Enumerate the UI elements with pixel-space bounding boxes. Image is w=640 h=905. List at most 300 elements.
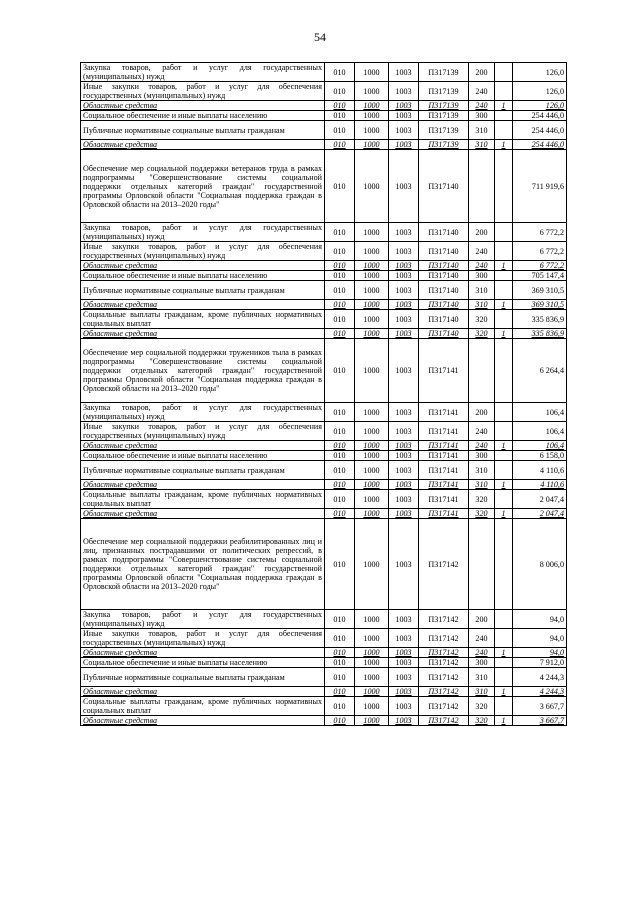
row-code-cell: 010 <box>325 150 355 223</box>
row-code-cell: 010 <box>325 658 355 668</box>
row-code-cell: 1000 <box>355 140 389 150</box>
row-code-cell: 010 <box>325 111 355 121</box>
row-code-cell: 1000 <box>355 716 389 726</box>
row-code-cell: П317140 <box>419 261 469 271</box>
row-name-cell: Областные средства <box>81 687 325 697</box>
row-code-cell: 010 <box>325 461 355 480</box>
row-code-cell: 1003 <box>389 223 419 242</box>
table-row <box>81 150 567 223</box>
row-name-cell: Областные средства <box>81 716 325 726</box>
row-code-cell <box>495 271 513 281</box>
table-row <box>81 329 567 339</box>
row-code-cell: 1003 <box>389 422 419 441</box>
row-code-cell: 310 <box>469 461 495 480</box>
row-code-cell: 1000 <box>355 339 389 403</box>
row-code-cell: П317142 <box>419 697 469 716</box>
row-amount-cell: 126,0 <box>513 63 567 82</box>
row-code-cell: 240 <box>469 648 495 658</box>
row-code-cell: П317140 <box>419 281 469 300</box>
row-code-cell: 1000 <box>355 271 389 281</box>
row-amount-cell: 126,0 <box>513 82 567 101</box>
row-code-cell: 010 <box>325 519 355 610</box>
row-name-cell: Закупка товаров, работ и услуг для государственных (муниципальных) нужд <box>81 610 325 629</box>
row-amount-cell: 6 772,2 <box>513 261 567 271</box>
row-name-cell: Социальные выплаты гражданам, кроме публичных нормативных социальных выплат <box>81 490 325 509</box>
row-name-cell: Социальное обеспечение и иные выплаты населению <box>81 451 325 461</box>
table-row <box>81 658 567 668</box>
row-code-cell: 1 <box>495 509 513 519</box>
row-code-cell: П317141 <box>419 451 469 461</box>
row-code-cell: П317142 <box>419 716 469 726</box>
row-code-cell <box>495 451 513 461</box>
table-row <box>81 610 567 629</box>
row-code-cell: П317142 <box>419 519 469 610</box>
row-amount-cell: 254 446,0 <box>513 121 567 140</box>
row-code-cell: П317139 <box>419 101 469 111</box>
row-code-cell: П317140 <box>419 300 469 310</box>
row-amount-cell: 94,0 <box>513 648 567 658</box>
row-code-cell: 1003 <box>389 490 419 509</box>
row-code-cell: 1000 <box>355 111 389 121</box>
row-code-cell: 1000 <box>355 310 389 329</box>
table-row <box>81 490 567 509</box>
row-code-cell: П317142 <box>419 648 469 658</box>
row-code-cell: П317141 <box>419 339 469 403</box>
row-code-cell: 1003 <box>389 629 419 648</box>
row-code-cell: 310 <box>469 687 495 697</box>
row-code-cell: 320 <box>469 310 495 329</box>
table-row <box>81 111 567 121</box>
table-row <box>81 140 567 150</box>
row-code-cell: 1003 <box>389 140 419 150</box>
row-name-cell: Социальное обеспечение и иные выплаты населению <box>81 658 325 668</box>
row-name-cell: Публичные нормативные социальные выплаты гражданам <box>81 121 325 140</box>
row-name-cell: Иные закупки товаров, работ и услуг для обеспечения государственных (муниципальных) нужд <box>81 422 325 441</box>
row-code-cell: 010 <box>325 451 355 461</box>
row-code-cell: 010 <box>325 339 355 403</box>
row-code-cell: П317140 <box>419 150 469 223</box>
table-row <box>81 339 567 403</box>
row-name-cell: Областные средства <box>81 509 325 519</box>
row-amount-cell: 335 836,9 <box>513 329 567 339</box>
row-code-cell: 010 <box>325 140 355 150</box>
row-code-cell: 1000 <box>355 281 389 300</box>
row-code-cell: П317139 <box>419 140 469 150</box>
row-code-cell: 010 <box>325 629 355 648</box>
row-amount-cell: 6 772,2 <box>513 242 567 261</box>
row-code-cell: П317142 <box>419 687 469 697</box>
row-code-cell: 1000 <box>355 480 389 490</box>
row-amount-cell: 705 147,4 <box>513 271 567 281</box>
row-name-cell: Областные средства <box>81 261 325 271</box>
row-code-cell: П317139 <box>419 82 469 101</box>
row-name-cell: Областные средства <box>81 480 325 490</box>
row-code-cell <box>495 610 513 629</box>
table-row <box>81 461 567 480</box>
row-code-cell: 1000 <box>355 697 389 716</box>
row-code-cell: 320 <box>469 509 495 519</box>
row-amount-cell: 335 836,9 <box>513 310 567 329</box>
row-code-cell: 1003 <box>389 310 419 329</box>
row-amount-cell: 2 047,4 <box>513 490 567 509</box>
row-amount-cell: 6 158,0 <box>513 451 567 461</box>
row-code-cell: 1000 <box>355 461 389 480</box>
row-code-cell: 1003 <box>389 281 419 300</box>
row-code-cell: П317140 <box>419 310 469 329</box>
table-row <box>81 668 567 687</box>
row-code-cell: 1 <box>495 329 513 339</box>
row-code-cell: 1000 <box>355 451 389 461</box>
row-code-cell: 300 <box>469 658 495 668</box>
row-code-cell: 1000 <box>355 261 389 271</box>
budget-table-body <box>81 63 567 726</box>
row-name-cell: Областные средства <box>81 101 325 111</box>
row-code-cell <box>495 63 513 82</box>
row-code-cell: 1003 <box>389 150 419 223</box>
row-code-cell: 1000 <box>355 223 389 242</box>
row-code-cell: 1000 <box>355 509 389 519</box>
row-code-cell <box>495 629 513 648</box>
row-name-cell: Публичные нормативные социальные выплаты гражданам <box>81 668 325 687</box>
row-code-cell: 1 <box>495 648 513 658</box>
row-code-cell: 1003 <box>389 101 419 111</box>
table-row <box>81 121 567 140</box>
row-code-cell: П317139 <box>419 111 469 121</box>
row-code-cell <box>495 519 513 610</box>
row-code-cell: 1003 <box>389 441 419 451</box>
row-code-cell <box>495 339 513 403</box>
row-code-cell: 1000 <box>355 687 389 697</box>
row-code-cell: 1003 <box>389 716 419 726</box>
row-code-cell: 1000 <box>355 629 389 648</box>
row-amount-cell: 254 446,0 <box>513 140 567 150</box>
row-code-cell <box>495 310 513 329</box>
row-name-cell: Закупка товаров, работ и услуг для государственных (муниципальных) нужд <box>81 63 325 82</box>
row-code-cell: 310 <box>469 480 495 490</box>
row-code-cell: 010 <box>325 310 355 329</box>
row-amount-cell: 3 667,7 <box>513 697 567 716</box>
row-code-cell: 1003 <box>389 82 419 101</box>
row-code-cell: 1 <box>495 101 513 111</box>
row-code-cell: 010 <box>325 281 355 300</box>
row-code-cell: 010 <box>325 242 355 261</box>
row-name-cell: Социальные выплаты гражданам, кроме публичных нормативных социальных выплат <box>81 697 325 716</box>
row-code-cell: 240 <box>469 441 495 451</box>
row-code-cell: 010 <box>325 687 355 697</box>
row-code-cell: 010 <box>325 82 355 101</box>
row-name-cell: Публичные нормативные социальные выплаты гражданам <box>81 281 325 300</box>
row-code-cell: 1000 <box>355 329 389 339</box>
row-code-cell <box>495 223 513 242</box>
row-code-cell: П317141 <box>419 403 469 422</box>
row-code-cell: 010 <box>325 648 355 658</box>
row-amount-cell: 369 310,5 <box>513 300 567 310</box>
table-row <box>81 223 567 242</box>
row-code-cell <box>495 697 513 716</box>
row-code-cell: П317142 <box>419 668 469 687</box>
row-code-cell: 010 <box>325 490 355 509</box>
row-code-cell: 310 <box>469 668 495 687</box>
table-row <box>81 403 567 422</box>
row-code-cell <box>469 519 495 610</box>
row-code-cell: 1003 <box>389 271 419 281</box>
row-amount-cell: 8 006,0 <box>513 519 567 610</box>
row-code-cell <box>495 281 513 300</box>
row-code-cell: 010 <box>325 223 355 242</box>
row-code-cell: 200 <box>469 223 495 242</box>
row-name-cell: Социальное обеспечение и иные выплаты населению <box>81 111 325 121</box>
row-code-cell: 010 <box>325 101 355 111</box>
row-code-cell: 200 <box>469 610 495 629</box>
row-name-cell: Социальные выплаты гражданам, кроме публичных нормативных социальных выплат <box>81 310 325 329</box>
table-row <box>81 422 567 441</box>
row-code-cell: 1003 <box>389 329 419 339</box>
row-code-cell: 200 <box>469 63 495 82</box>
row-code-cell: 200 <box>469 403 495 422</box>
row-name-cell: Иные закупки товаров, работ и услуг для обеспечения государственных (муниципальных) нужд <box>81 82 325 101</box>
row-code-cell: 1003 <box>389 519 419 610</box>
row-code-cell: 1 <box>495 480 513 490</box>
row-code-cell: 1000 <box>355 441 389 451</box>
row-name-cell: Обеспечение мер социальной поддержки ветеранов труда в рамках подпрограммы "Совершенствование системы социальной поддержки отдельных категорий граждан" государственной программы Орловской области "Социальная поддержка граждан в Орловской области на 2013–2020 годы" <box>81 150 325 223</box>
row-code-cell: 1003 <box>389 63 419 82</box>
row-name-cell: Социальное обеспечение и иные выплаты населению <box>81 271 325 281</box>
table-row <box>81 101 567 111</box>
row-name-cell: Областные средства <box>81 648 325 658</box>
table-row <box>81 451 567 461</box>
row-code-cell: 1 <box>495 441 513 451</box>
row-code-cell: 240 <box>469 101 495 111</box>
row-code-cell: 1003 <box>389 509 419 519</box>
row-code-cell <box>495 658 513 668</box>
row-code-cell: 300 <box>469 111 495 121</box>
row-code-cell: 1003 <box>389 451 419 461</box>
row-code-cell: 1 <box>495 261 513 271</box>
row-code-cell: 1000 <box>355 648 389 658</box>
row-code-cell: 1000 <box>355 422 389 441</box>
row-code-cell <box>495 111 513 121</box>
table-row <box>81 300 567 310</box>
table-row <box>81 648 567 658</box>
row-code-cell: 1003 <box>389 300 419 310</box>
row-code-cell: П317140 <box>419 271 469 281</box>
row-code-cell: 1003 <box>389 668 419 687</box>
table-row <box>81 480 567 490</box>
row-code-cell <box>495 422 513 441</box>
row-amount-cell: 94,0 <box>513 629 567 648</box>
page-number: 54 <box>314 30 326 44</box>
row-code-cell <box>469 150 495 223</box>
row-code-cell: 1000 <box>355 82 389 101</box>
table-row <box>81 441 567 451</box>
row-code-cell: 1 <box>495 300 513 310</box>
row-code-cell: 1000 <box>355 658 389 668</box>
row-code-cell: 1000 <box>355 610 389 629</box>
row-name-cell: Закупка товаров, работ и услуг для государственных (муниципальных) нужд <box>81 223 325 242</box>
row-code-cell: 300 <box>469 451 495 461</box>
row-code-cell: 240 <box>469 422 495 441</box>
row-amount-cell: 2 047,4 <box>513 509 567 519</box>
row-amount-cell: 4 110,6 <box>513 480 567 490</box>
row-code-cell: 1000 <box>355 403 389 422</box>
row-name-cell: Обеспечение мер социальной поддержки реабилитированных лиц и лиц, признанных пострадавшими от политических репрессий, в рамках подпрограммы "Совершенствование системы социальной поддержки отдельных категорий граждан" государственной программы Орловской области "Социальная поддержка граждан в Орловской области на 2013–2020 годы" <box>81 519 325 610</box>
row-code-cell: 1000 <box>355 101 389 111</box>
row-amount-cell: 7 912,0 <box>513 658 567 668</box>
row-amount-cell: 711 919,6 <box>513 150 567 223</box>
row-code-cell <box>469 339 495 403</box>
row-code-cell: 1003 <box>389 697 419 716</box>
row-name-cell: Иные закупки товаров, работ и услуг для обеспечения государственных (муниципальных) нужд <box>81 629 325 648</box>
row-code-cell: 240 <box>469 82 495 101</box>
row-code-cell: 1003 <box>389 121 419 140</box>
row-code-cell: 1000 <box>355 300 389 310</box>
row-code-cell: П317141 <box>419 461 469 480</box>
row-code-cell: 010 <box>325 480 355 490</box>
row-code-cell: 010 <box>325 668 355 687</box>
row-code-cell: 1 <box>495 687 513 697</box>
row-code-cell: 300 <box>469 271 495 281</box>
row-name-cell: Обеспечение мер социальной поддержки тружеников тыла в рамках подпрограммы "Совершенствование системы социальной поддержки отдельных категорий граждан" государственной программы Орловской области "Социальная поддержка граждан в Орловской области на 2013–2020 годы" <box>81 339 325 403</box>
table-row <box>81 82 567 101</box>
row-code-cell: 010 <box>325 422 355 441</box>
row-code-cell: П317141 <box>419 422 469 441</box>
row-code-cell: 010 <box>325 261 355 271</box>
row-code-cell: 1003 <box>389 480 419 490</box>
row-code-cell: 1000 <box>355 121 389 140</box>
row-code-cell <box>495 490 513 509</box>
row-name-cell: Закупка товаров, работ и услуг для государственных (муниципальных) нужд <box>81 403 325 422</box>
row-code-cell: П317141 <box>419 441 469 451</box>
row-code-cell: 010 <box>325 271 355 281</box>
table-row <box>81 509 567 519</box>
row-code-cell: 1 <box>495 716 513 726</box>
table-row <box>81 63 567 82</box>
table-row <box>81 716 567 726</box>
row-amount-cell: 94,0 <box>513 610 567 629</box>
row-amount-cell: 6 264,4 <box>513 339 567 403</box>
row-code-cell: 010 <box>325 121 355 140</box>
row-code-cell: П317141 <box>419 490 469 509</box>
row-name-cell: Областные средства <box>81 140 325 150</box>
row-amount-cell: 369 310,5 <box>513 281 567 300</box>
row-amount-cell: 106,4 <box>513 441 567 451</box>
row-code-cell: 1003 <box>389 242 419 261</box>
row-code-cell: 320 <box>469 329 495 339</box>
table-row <box>81 519 567 610</box>
row-code-cell: 010 <box>325 441 355 451</box>
row-code-cell: 1003 <box>389 339 419 403</box>
row-code-cell: П317141 <box>419 509 469 519</box>
row-code-cell: П317140 <box>419 223 469 242</box>
row-code-cell: 1003 <box>389 461 419 480</box>
row-code-cell: П317139 <box>419 121 469 140</box>
row-name-cell: Областные средства <box>81 441 325 451</box>
row-amount-cell: 126,0 <box>513 101 567 111</box>
table-row <box>81 687 567 697</box>
row-code-cell: 1003 <box>389 403 419 422</box>
row-code-cell: 310 <box>469 121 495 140</box>
row-code-cell: 1003 <box>389 648 419 658</box>
row-name-cell: Областные средства <box>81 329 325 339</box>
table-row <box>81 242 567 261</box>
row-code-cell: П317140 <box>419 329 469 339</box>
row-code-cell: 010 <box>325 403 355 422</box>
table-row <box>81 310 567 329</box>
row-code-cell: 010 <box>325 716 355 726</box>
row-code-cell <box>495 82 513 101</box>
row-code-cell: 1003 <box>389 658 419 668</box>
table-row <box>81 697 567 716</box>
row-name-cell: Иные закупки товаров, работ и услуг для обеспечения государственных (муниципальных) нужд <box>81 242 325 261</box>
row-code-cell: 1000 <box>355 150 389 223</box>
table-row <box>81 629 567 648</box>
row-code-cell: 320 <box>469 716 495 726</box>
row-code-cell: 320 <box>469 697 495 716</box>
row-code-cell: 320 <box>469 490 495 509</box>
row-amount-cell: 4 244,3 <box>513 668 567 687</box>
row-code-cell: 240 <box>469 629 495 648</box>
row-amount-cell: 106,4 <box>513 422 567 441</box>
row-code-cell: 310 <box>469 281 495 300</box>
row-code-cell <box>495 242 513 261</box>
row-code-cell: П317141 <box>419 480 469 490</box>
row-code-cell: 1000 <box>355 668 389 687</box>
row-code-cell: 010 <box>325 697 355 716</box>
row-code-cell <box>495 403 513 422</box>
row-code-cell: П317139 <box>419 63 469 82</box>
row-code-cell: 010 <box>325 63 355 82</box>
row-code-cell: 1 <box>495 140 513 150</box>
row-code-cell: 1003 <box>389 111 419 121</box>
row-code-cell: П317142 <box>419 629 469 648</box>
row-code-cell <box>495 461 513 480</box>
row-code-cell: 010 <box>325 300 355 310</box>
budget-table <box>80 62 567 726</box>
row-code-cell: 310 <box>469 140 495 150</box>
row-code-cell: 1003 <box>389 610 419 629</box>
row-code-cell: П317142 <box>419 610 469 629</box>
row-code-cell: 1000 <box>355 242 389 261</box>
table-row <box>81 271 567 281</box>
row-code-cell: 1003 <box>389 261 419 271</box>
row-amount-cell: 3 667,7 <box>513 716 567 726</box>
table-row <box>81 281 567 300</box>
row-code-cell: 010 <box>325 329 355 339</box>
row-amount-cell: 6 772,2 <box>513 223 567 242</box>
table-row <box>81 261 567 271</box>
row-amount-cell: 4 110,6 <box>513 461 567 480</box>
row-code-cell: П317142 <box>419 658 469 668</box>
row-code-cell: 1000 <box>355 63 389 82</box>
row-code-cell: 1000 <box>355 519 389 610</box>
row-code-cell: 1000 <box>355 490 389 509</box>
row-amount-cell: 254 446,0 <box>513 111 567 121</box>
row-code-cell: 010 <box>325 509 355 519</box>
row-amount-cell: 106,4 <box>513 403 567 422</box>
row-code-cell: 1003 <box>389 687 419 697</box>
row-code-cell: П317140 <box>419 242 469 261</box>
row-code-cell <box>495 121 513 140</box>
row-code-cell: 240 <box>469 242 495 261</box>
row-code-cell <box>495 150 513 223</box>
row-code-cell: 310 <box>469 300 495 310</box>
row-code-cell <box>495 668 513 687</box>
row-name-cell: Публичные нормативные социальные выплаты гражданам <box>81 461 325 480</box>
row-name-cell: Областные средства <box>81 300 325 310</box>
row-code-cell: 240 <box>469 261 495 271</box>
row-amount-cell: 4 244,3 <box>513 687 567 697</box>
row-code-cell: 010 <box>325 610 355 629</box>
